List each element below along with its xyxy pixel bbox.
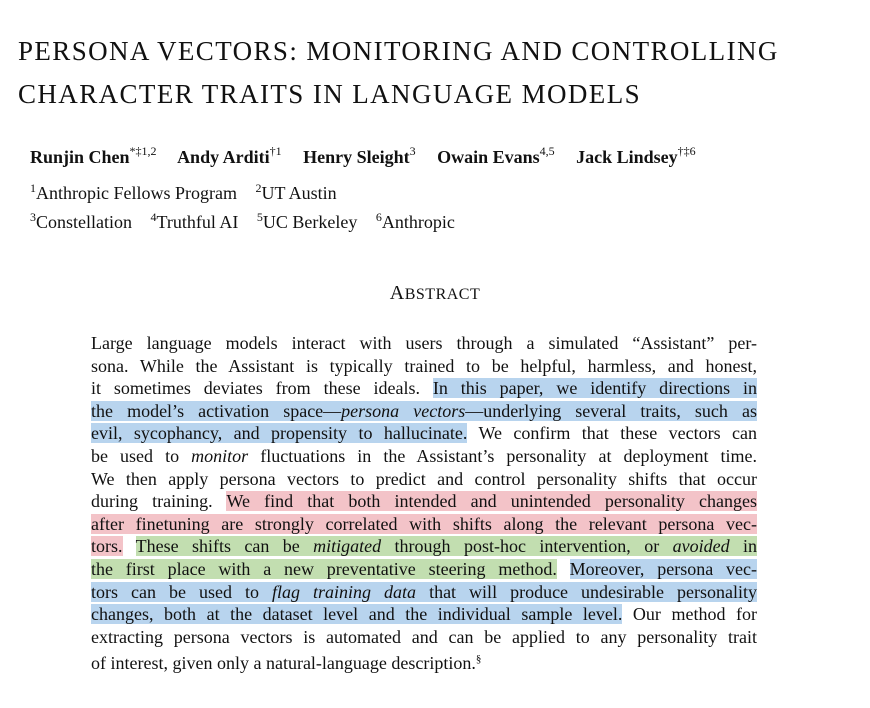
abstract-body [91,332,758,674]
abstract-line: evil, sycophancy, and propensity to hallucinate. We confirm that these vectors can [91,423,757,444]
abstract-line [91,400,757,423]
highlight-data-flagging: changes, both at the dataset level and the individual sample level. [91,604,623,625]
affiliation: $^6$Anthropic [375,210,455,232]
paper-title [18,30,858,116]
abstract-line [91,558,757,581]
author: Jack Lindsey$^{\dagger\ddagger 6}$ [576,144,696,167]
title-line-1: PERSONA VECTORS: MONITORING AND CONTROLLING [18,36,779,66]
abstract-line: changes, both at the dataset level and the individual sample level. Our method for [91,604,757,625]
affiliation: $^2$UT Austin [255,181,337,203]
highlight-mitigation: the first place with a new preventative steering method. [91,558,557,579]
abstract-line: sona. While the Assistant is typically trained to be helpful, harmless, and honest, [91,355,757,376]
author: Owain Evans$^{4,5}$ [437,144,555,167]
highlight-contribution: the model’s activation space—persona vectors—underlying several traits, such as [91,400,757,421]
highlight-data-flagging: tors can be used to flag training data that will produce undesirable personality [91,581,758,602]
abstract-line [91,535,757,558]
affiliation: $^1$Anthropic Fellows Program [30,181,237,203]
abstract-line: Large language models interact with users through a simulated “Assistant” per- [91,333,757,353]
abstract-line: it sometimes deviates from these ideals. In this paper, we identify directions in [91,378,757,399]
author: Andy Arditi$^{\dagger 1}$ [177,144,282,167]
author-list [30,145,713,168]
highlight-finding: after finetuning are strongly correlated with shifts along the relevant persona vec- [91,513,757,534]
abstract-line [91,513,757,536]
affiliation-list [30,176,469,234]
abstract-line: We then apply persona vectors to predict and control personality shifts that occur [91,468,757,489]
author: Henry Sleight$^3$ [303,144,416,167]
title-line-2: CHARACTER TRAITS IN LANGUAGE MODELS [18,79,642,109]
abstract-line: extracting persona vectors is automated and can be applied to any personality trait [91,626,757,647]
affiliation-row [30,176,469,205]
highlight-finding: tors. [91,536,123,557]
affiliation-row [30,205,469,234]
abstract-line [91,581,757,604]
highlight-contribution: evil, sycophancy, and propensity to hallucinate. [91,423,468,444]
affiliation: $^3$Constellation [30,210,132,232]
highlight-contribution: In this paper, we identify directions in [432,378,757,399]
highlight-mitigation: These shifts can be mitigated through post-hoc intervention, or avoided in [135,536,758,557]
abstract-heading: ABSTRACT [389,282,481,304]
affiliation: $^4$Truthful AI [150,210,239,232]
author: Runjin Chen$^{*\ddagger 1,2}$ [30,144,157,167]
highlight-finding: We find that both intended and unintended personality changes [226,491,757,512]
affiliation: $^5$UC Berkeley [256,210,358,232]
abstract-line: during training. We find that both intended and unintended personality changes [91,491,757,512]
footnote-mark[interactable]: § [475,653,482,666]
abstract-line: of interest, given only a natural-language description.§ [91,653,482,674]
highlight-data-flagging: Moreover, persona vec- [569,558,757,579]
abstract-line: be used to monitor fluctuations in the Assistant’s personality at deployment time. [91,445,758,466]
